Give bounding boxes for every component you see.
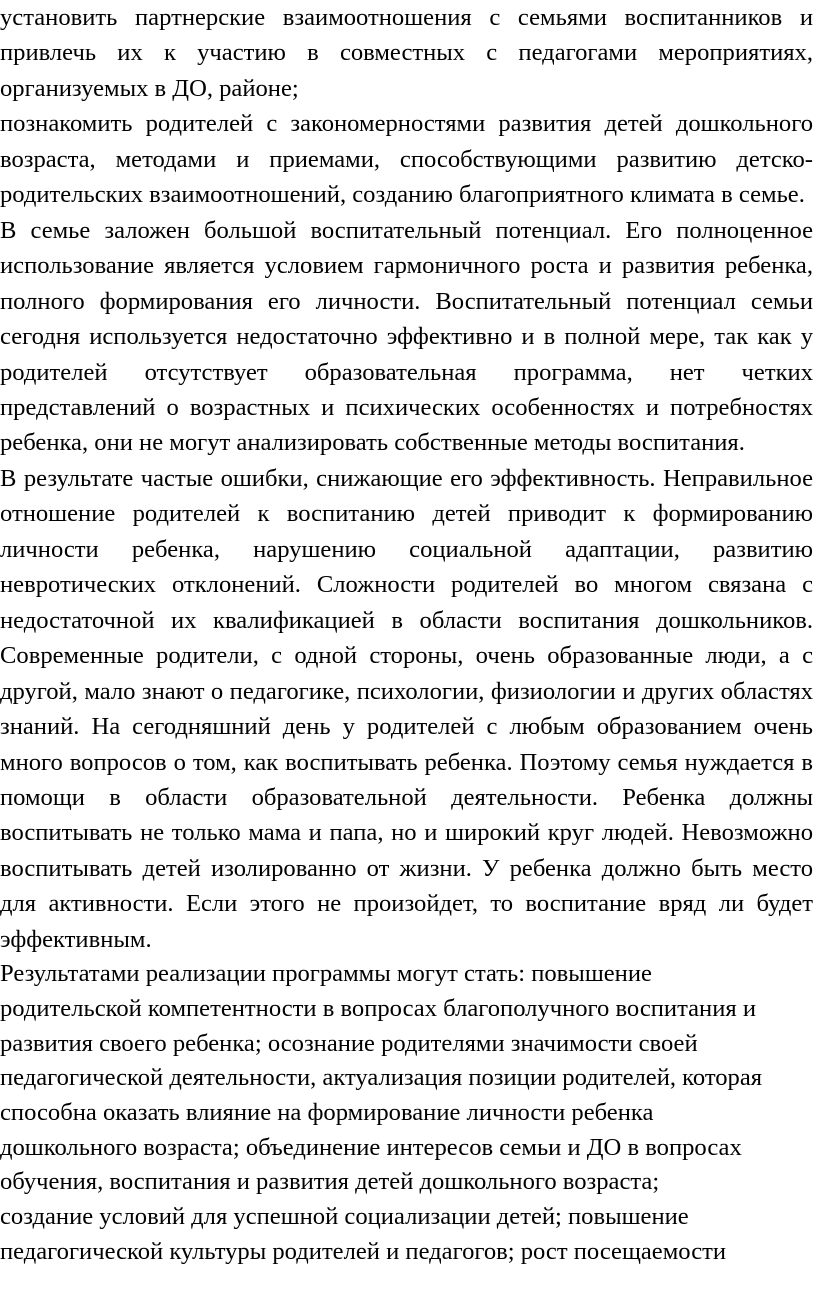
results-line: педагогической деятельности, актуализация позиции родителей, которая xyxy=(0,1064,763,1092)
results-line: педагогической культуры родителей и педагогов; рост посещаемости xyxy=(0,1237,727,1265)
results-line: родительской компетентности в вопросах благополучного воспитания и xyxy=(0,994,756,1022)
paragraph-partnership: установить партнерские взаимоотношения с семьями воспитанников и привлечь их к участию в совместных с педагогами мероприятиях, организуемых в ДО, районе; xyxy=(0,4,813,102)
results-line: Результатами реализации программы могут стать: повышение xyxy=(0,960,652,988)
results-line: способна оказать влияние на формирование личности ребенка xyxy=(0,1099,654,1127)
paragraph-results xyxy=(0,957,813,1269)
results-line: создание условий для успешной социализации детей; повышение xyxy=(0,1203,689,1231)
paragraph-frequent-mistakes: В результате частые ошибки, снижающие его эффективность. Неправильное отношение родителей к воспитанию детей приводит к формированию личности ребенка, нарушению социальной адаптации, развитию невротических отклонений. Сложности родителей во многом связана с недостаточной их квалификацией в области воспитания дошкольников. Современные родители, с одной стороны, очень образованные люди, а с другой, мало знают о педагогике, психологии, физиологии и других областях знаний. На сегодняшний день у родителей с любым образованием очень много вопросов о том, как воспитывать ребенка. Поэтому семья нуждается в помощи в области образовательной деятельности. Ребенка должны воспитывать не только мама и папа, но и широкий круг людей. Невозможно воспитывать детей изолированно от жизни. У ребенка должно быть место для активности. Если этого не произойдет, то воспитание вряд ли будет эффективным. xyxy=(0,464,813,953)
results-line: дошкольного возраста; объединение интересов семьи и ДО в вопросах xyxy=(0,1133,742,1161)
results-line: развития своего ребенка; осознание родителями значимости своей xyxy=(0,1029,698,1057)
paragraph-family-potential: В семье заложен большой воспитательный потенциал. Его полноценное использование является условием гармоничного роста и развития ребенка, полного формирования его личности. Воспитательный потенциал семьи сегодня используется недостаточно эффективно и в полной мере, так как у родителей отсутствует образовательная программа, нет четких представлений о возрастных и психических особенностях и потребностях ребенка, они не могут анализировать собственные методы воспитания. xyxy=(0,216,813,457)
results-line: обучения, воспитания и развития детей дошкольного возраста; xyxy=(0,1168,660,1196)
paragraph-introduce-parents: познакомить родителей с закономерностями развития детей дошкольного возраста, методами и приемами, способствующими развитию детско-родительских взаимоотношений, созданию благоприятного климата в семье. xyxy=(0,110,813,209)
